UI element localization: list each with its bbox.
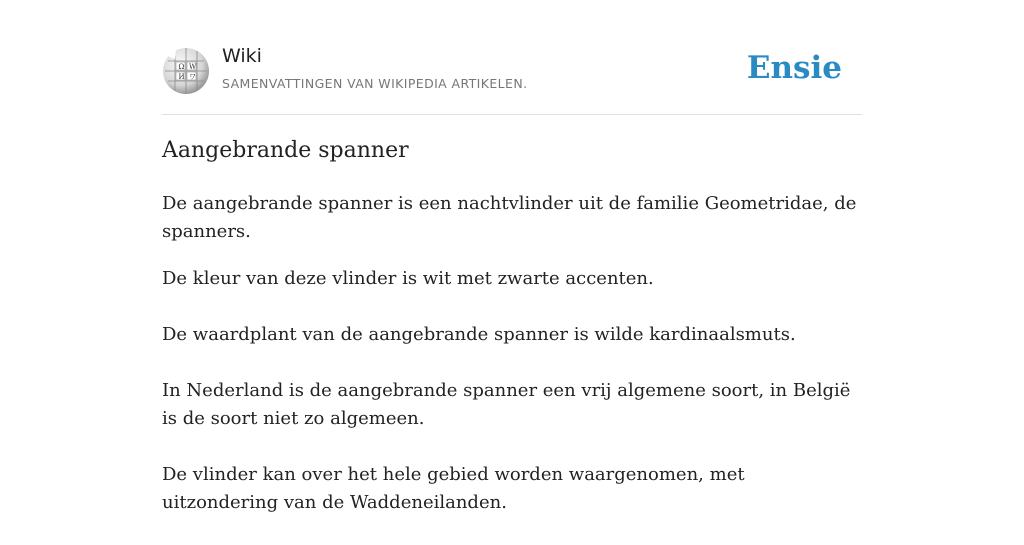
svg-text:ワ: ワ — [189, 73, 196, 81]
site-header — [162, 0, 862, 115]
svg-text:Ω: Ω — [178, 63, 185, 71]
article-paragraph: De kleur van deze vlinder is wit met zwarte accenten. — [162, 268, 654, 289]
svg-text:W: W — [189, 63, 197, 71]
site-subtitle: SAMENVATTINGEN VAN WIKIPEDIA ARTIKELEN. — [222, 76, 528, 91]
article-title: Aangebrande spanner — [162, 138, 409, 163]
article-paragraph: De vlinder kan over het hele gebied worden waargenomen, met uitzondering van de Waddeneilanden. — [162, 464, 745, 513]
article-intro: De aangebrande spanner is een nachtvlinder uit de familie Geometridae, de spanners. — [162, 193, 857, 242]
site-title[interactable]: Wiki — [222, 45, 262, 67]
svg-text:И: И — [178, 73, 185, 81]
wikipedia-globe-icon[interactable] — [162, 47, 210, 95]
article-paragraph: In Nederland is de aangebrande spanner een vrij algemene soort, in België is de soort niet zo algemeen. — [162, 380, 851, 429]
article-paragraph: De waardplant van de aangebrande spanner is wilde kardinaalsmuts. — [162, 324, 796, 345]
ensie-logo[interactable]: Ensie — [746, 50, 842, 86]
page — [162, 0, 862, 513]
article-body — [162, 190, 862, 545]
